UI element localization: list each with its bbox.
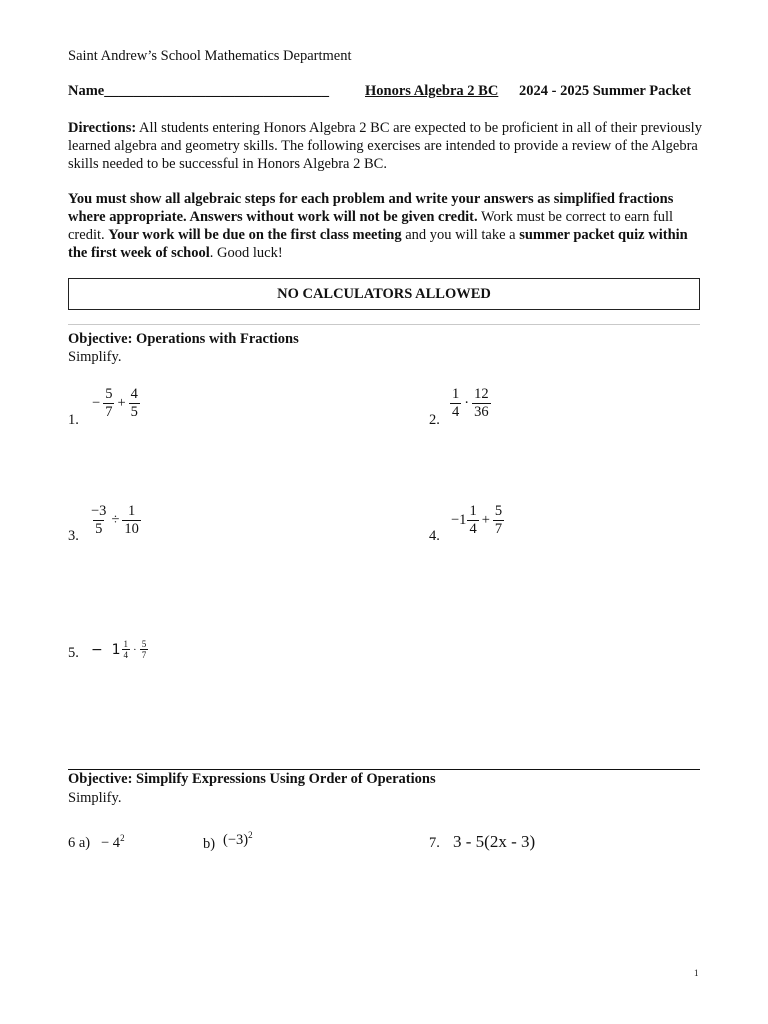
problem-1-expression: [90, 386, 141, 421]
name-label: Name: [68, 83, 105, 99]
problem-5-fraction-a: $\frac{1}{4}$: [123, 639, 129, 660]
instructions-text-4: and you will take a: [401, 227, 520, 243]
problem-5-whole: − 1: [91, 641, 121, 658]
problem-2-fraction-a: $\frac{1}{4}$: [452, 386, 460, 420]
problem-5-number: 5.: [68, 645, 79, 661]
problem-5-operator: ·: [133, 643, 137, 656]
problem-6b-label: b): [203, 836, 216, 852]
problem-1-operator: +: [117, 395, 126, 411]
name-field[interactable]: [68, 83, 329, 100]
problem-4-fraction-a: $\frac{1}{4}$: [469, 503, 477, 537]
problem-4-expression: [451, 503, 505, 538]
problem-3-operator: ÷: [111, 512, 120, 528]
problem-3-fraction-a: $\frac{-3}{5}$: [91, 503, 107, 537]
problem-3-expression: [88, 503, 142, 538]
packet-title: 2024 - 2025 Summer Packet: [519, 83, 692, 99]
department-heading: Saint Andrew’s School Mathematics Department: [68, 48, 352, 64]
instructions-bold-5: summer packet quiz within the first week of school: [68, 227, 688, 261]
problem-4-operator: +: [481, 512, 490, 528]
problem-7-expression: 3 - 5(2x - 3): [453, 832, 536, 851]
problem-2-number: 2.: [429, 412, 440, 428]
instructions-bold-3: Your work will be due on the first class meeting: [108, 227, 402, 243]
problem-7-label: 7.: [429, 835, 440, 851]
name-blank-line[interactable]: _______________________________: [104, 83, 329, 99]
page-number: 1: [694, 968, 699, 978]
instructions-text-6: . Good luck!: [209, 245, 283, 261]
problem-4-whole: −1: [451, 512, 467, 528]
problem-1-number: 1.: [68, 412, 79, 428]
objective-fractions: Objective: Operations with Fractions: [68, 331, 299, 347]
problem-1-sign: −: [92, 395, 101, 411]
problem-2-operator: ·: [464, 395, 470, 411]
objective-order-of-operations: Objective: Simplify Expressions Using Order of Operations: [68, 771, 436, 787]
simplify-instruction-2: Simplify.: [68, 790, 122, 806]
instructions-text-2: Work must be correct to earn full credit.: [68, 209, 674, 243]
problem-6a-label: 6 a): [68, 835, 91, 851]
problem-2-expression: [449, 386, 492, 421]
section-divider-2: [68, 769, 700, 770]
problem-3-number: 3.: [68, 528, 79, 544]
problem-5-expression: [91, 639, 149, 660]
course-title: Honors Algebra 2 BC: [365, 83, 499, 99]
problem-4-fraction-b: $\frac{5}{7}$: [494, 503, 503, 537]
directions-label: Directions:: [68, 120, 137, 136]
problem-3-fraction-b: $\frac{1}{10}$: [124, 503, 139, 537]
problem-4-number: 4.: [429, 528, 440, 544]
section-divider-1: [68, 324, 700, 325]
problem-1-fraction-b: $\frac{4}{5}$: [130, 386, 138, 420]
instructions-bold-1: You must show all algebraic steps for each problem and write your answers as simplified fractions where appropriate. Answers without work will not be given credit.: [68, 191, 674, 225]
problem-1-fraction-a: $\frac{5}{7}$: [105, 386, 113, 420]
problem-6a-expression: − $4^2$: [101, 833, 125, 851]
directions-paragraph: [68, 119, 708, 173]
directions-text: All students entering Honors Algebra 2 BC are expected to be proficient in all of their previously learned algebra and geometry skills. The following exercises are intended to provide a review of the Algebra skills needed to be successful in Honors Algebra 2 BC.: [68, 120, 702, 172]
problem-2-fraction-b: $\frac{12}{36}$: [474, 386, 489, 420]
instructions-paragraph: [68, 190, 708, 262]
problem-6b-expression: $(-3)^2$: [223, 830, 253, 848]
problem-5-fraction-b: $\frac{5}{7}$: [141, 639, 147, 660]
simplify-instruction-1: Simplify.: [68, 349, 122, 365]
no-calculators-callout: NO CALCULATORS ALLOWED: [68, 278, 700, 310]
